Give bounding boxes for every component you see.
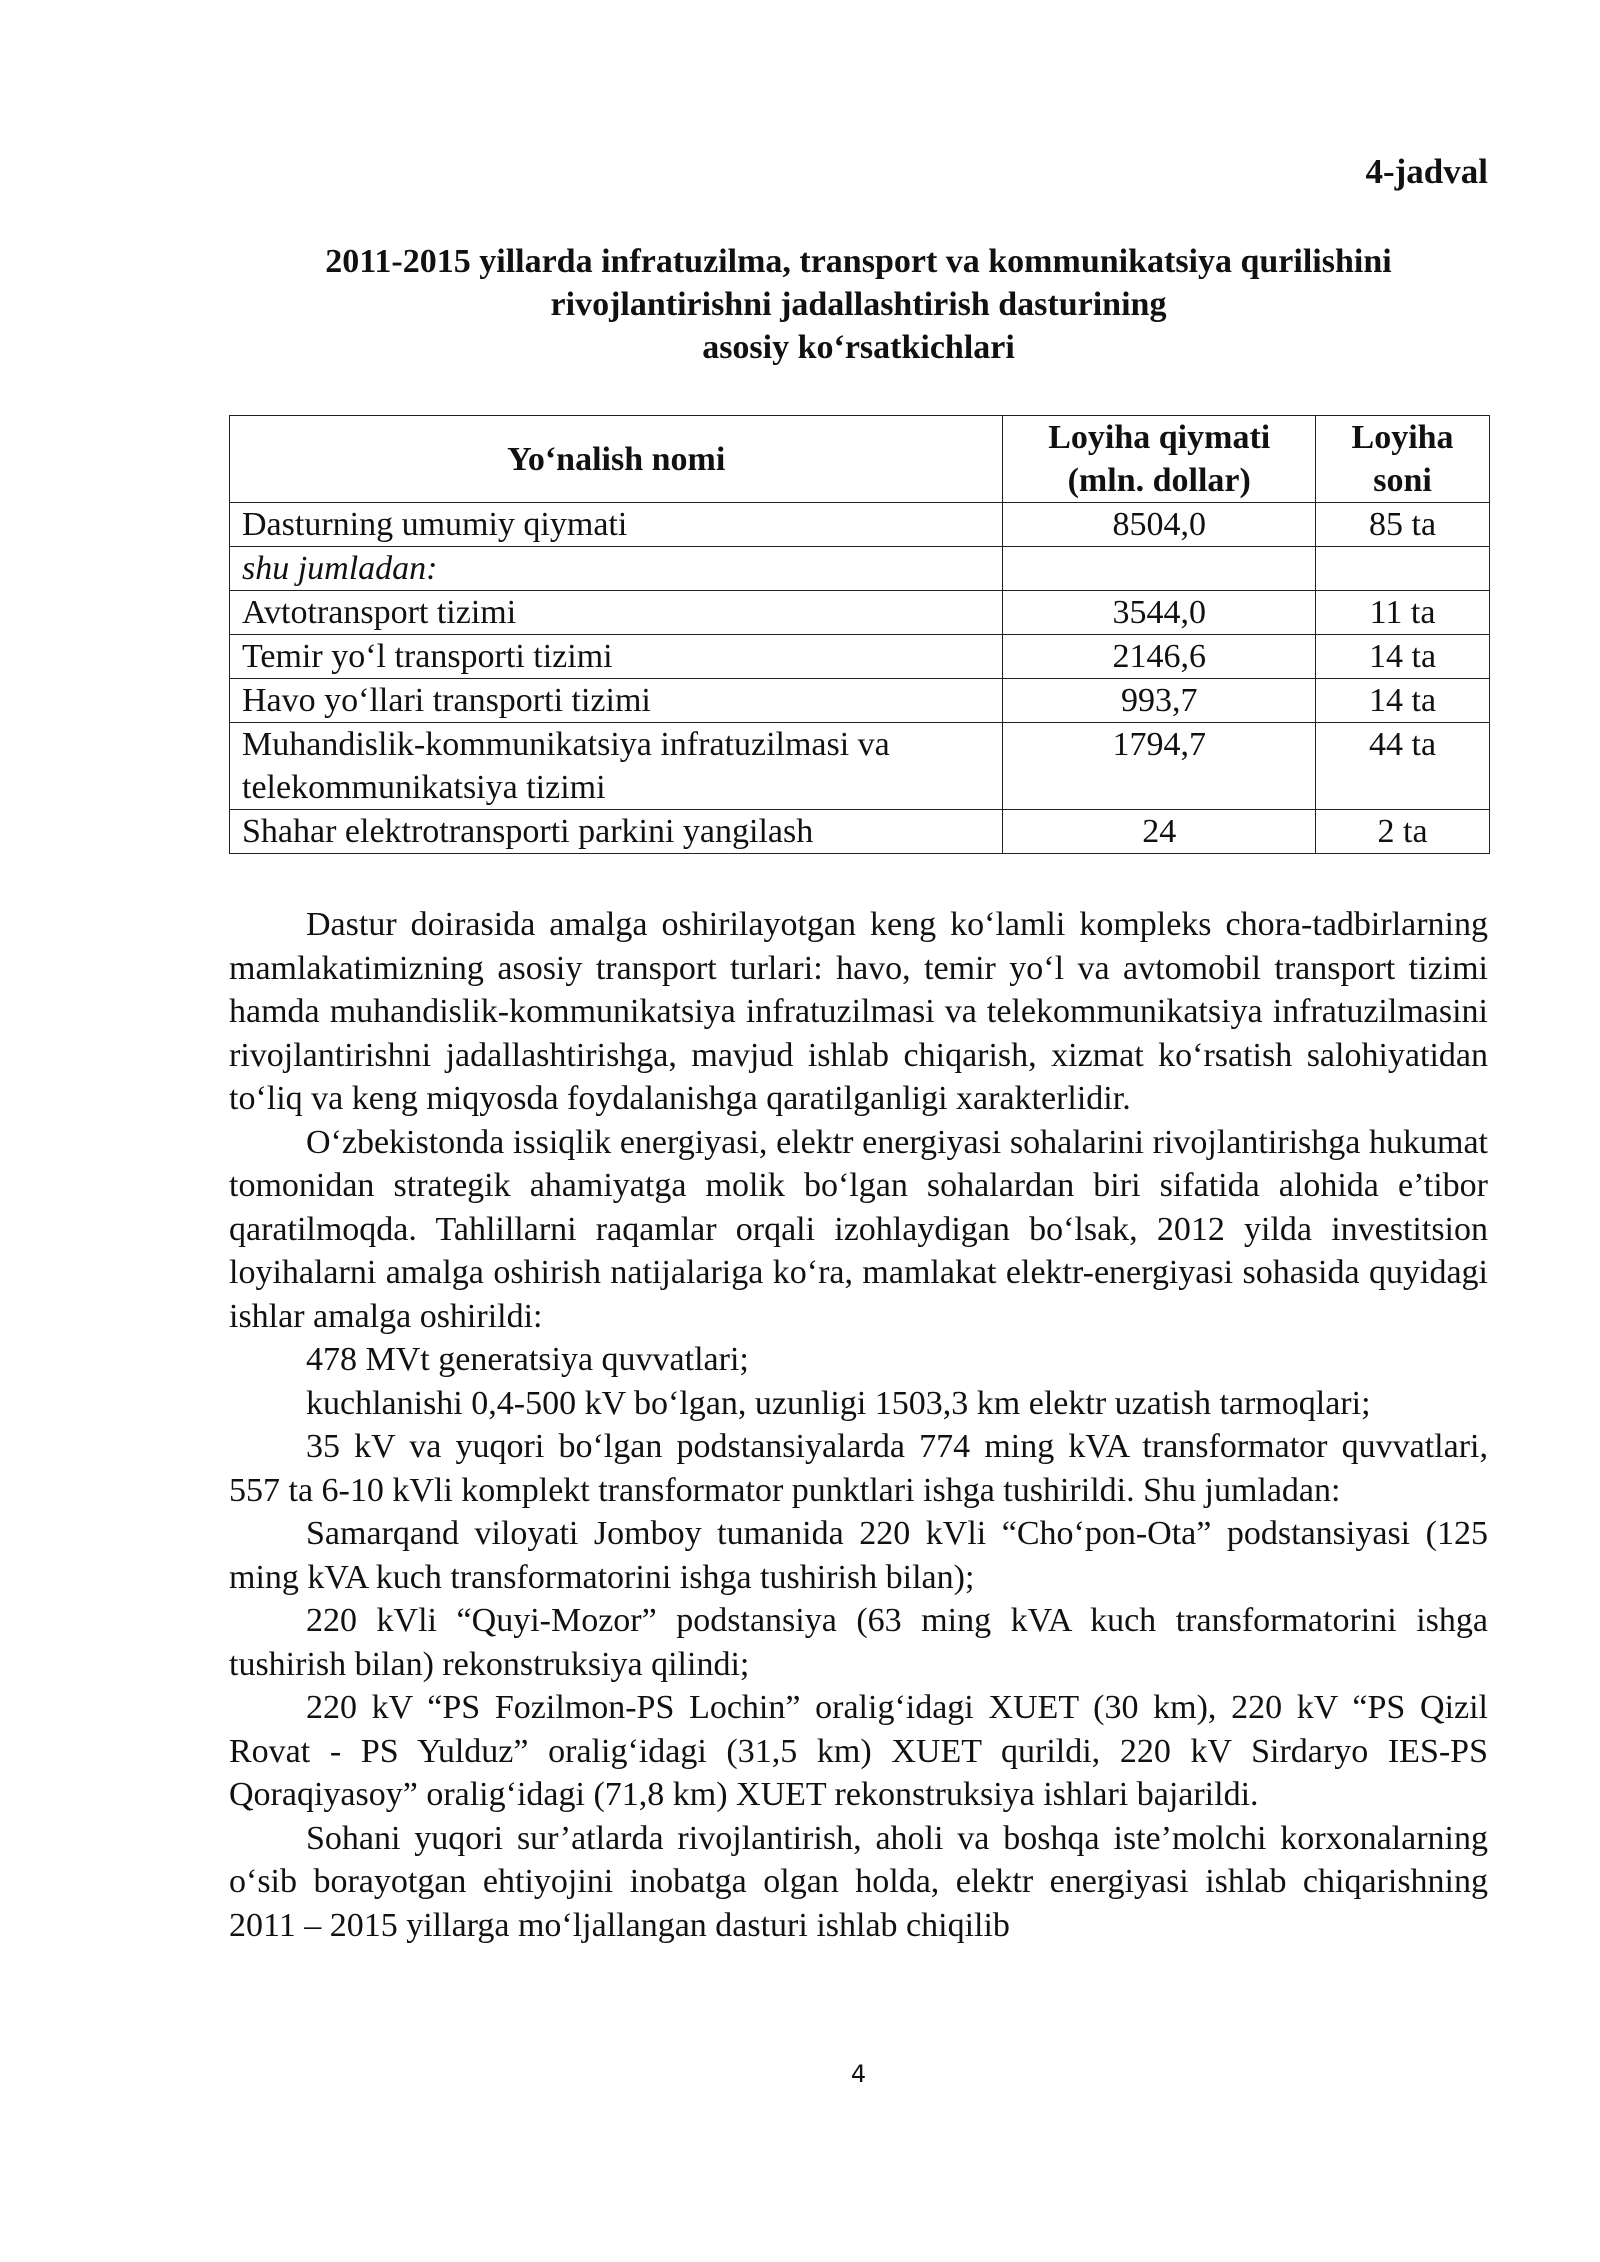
row-count: 14 ta [1316, 679, 1490, 723]
row-name: Shahar elektrotransporti parkini yangilash [230, 810, 1003, 854]
row-count [1316, 547, 1490, 591]
paragraph: kuchlanishi 0,4-500 kV bo‘lgan, uzunligi 1503,3 km elektr uzatish tarmoqlari; [306, 1384, 1371, 1422]
row-cost: 993,7 [1003, 679, 1316, 723]
row-count: 2 ta [1316, 810, 1490, 854]
paragraph: Samarqand viloyati Jomboy tumanida 220 kVli “Cho‘pon-Ota” podstansiyasi (125 ming kVA kuch transformatorini ishga tushirish bilan); [229, 1515, 1488, 1596]
indicators-table [229, 415, 1490, 854]
header-count: Loyiha soni [1316, 416, 1490, 503]
table-row [230, 547, 1490, 591]
table-row [230, 723, 1490, 810]
row-name: Temir yo‘l transporti tizimi [230, 635, 1003, 679]
row-cost: 3544,0 [1003, 591, 1316, 635]
row-count: 85 ta [1316, 503, 1490, 547]
row-count: 44 ta [1316, 723, 1490, 810]
row-name: shu jumladan: [230, 547, 1003, 591]
row-cost: 8504,0 [1003, 503, 1316, 547]
paragraph: Dastur doirasida amalga oshirilayotgan keng ko‘lamli kompleks chora-tadbirlarning mamlakatimizning asosiy transport turlari: havo, temir yo‘l va avtomobil transport tizimi hamda muhandislik-kommunikatsiya infratuzilmasi va telekommunikatsiya infratuzilmasini rivojlantirishni jadallashtirishga, mavjud ishlab chiqarish, xizmat ko‘rsatish salohiyatidan to‘liq va keng miqyosda foydalanishga qaratilganligi xarakterlidir. [229, 906, 1488, 1117]
row-cost [1003, 547, 1316, 591]
paragraph: O‘zbekistonda issiqlik energiyasi, elektr energiyasi sohalarini rivojlantirishga hukumat tomonidan strategik ahamiyatga molik bo‘lgan sohalardan biri sifatida alohida e’tibor qaratilmoqda. Tahlillarni raqamlar orqali izohlaydigan bo‘lsak, 2012 yilda investitsion loyihalarni amalga oshirish natijalariga ko‘ra, mamlakat elektr-energiyasi sohasida quyidagi ishlar amalga oshirildi: [229, 1123, 1488, 1335]
paragraph: Sohani yuqori sur’atlarda rivojlantirish, aholi va boshqa iste’molchi korxonalarning o‘sib borayotgan ehtiyojini inobatga olgan holda, elektr energiyasi ishlab chiqarishning 2011 – 2015 yillarga mo‘ljallangan dasturi ishlab chiqilib [229, 1819, 1488, 1944]
table-header-row [230, 416, 1490, 503]
row-cost: 1794,7 [1003, 723, 1316, 810]
table-title [229, 240, 1488, 369]
row-count: 11 ta [1316, 591, 1490, 635]
row-name: Dasturning umumiy qiymati [230, 503, 1003, 547]
title-line-2: rivojlantirishni jadallashtirish dasturining [550, 286, 1167, 323]
table-row [230, 503, 1490, 547]
row-name: Avtotransport tizimi [230, 591, 1003, 635]
paragraph: 220 kV “PS Fozilmon-PS Lochin” oralig‘idagi XUET (30 km), 220 kV “PS Qizil Rovat - PS Yulduz” oralig‘idagi (31,5 km) XUET qurildi, 220 kV Sirdaryo IES-PS Qoraqiyasoy” oralig‘idagi (71,8 km) XUET rekonstruksiya ishlari bajarildi. [229, 1689, 1488, 1813]
header-name: Yo‘nalish nomi [230, 416, 1003, 503]
paragraph: 220 kVli “Quyi-Mozor” podstansiya (63 ming kVA kuch transformatorini ishga tushirish bilan) rekonstruksiya qilindi; [229, 1602, 1488, 1683]
header-cost: Loyiha qiymati (mln. dollar) [1003, 416, 1316, 503]
body-text [229, 903, 1488, 1947]
table-number: 4-jadval [1365, 152, 1488, 191]
row-count: 14 ta [1316, 635, 1490, 679]
page-number: 4 [850, 2060, 867, 2088]
paragraph: 35 kV va yuqori bo‘lgan podstansiyalarda 774 ming kVA transformator quvvatlari, 557 ta 6-10 kVli komplekt transformator punktlari ishga tushirildi. Shu jumladan: [229, 1428, 1488, 1509]
paragraph: 478 MVt generatsiya quvvatlari; [306, 1341, 749, 1378]
table-row [230, 679, 1490, 723]
row-cost: 24 [1003, 810, 1316, 854]
table-row [230, 591, 1490, 635]
row-name: Muhandislik-kommunikatsiya infratuzilmasi va telekommunikatsiya tizimi [230, 723, 1003, 810]
row-name: Havo yo‘llari transporti tizimi [230, 679, 1003, 723]
title-line-3: asosiy ko‘rsatkichlari [702, 329, 1015, 366]
title-line-1: 2011-2015 yillarda infratuzilma, transport va kommunikatsiya qurilishini [325, 243, 1392, 280]
table-row [230, 810, 1490, 854]
row-cost: 2146,6 [1003, 635, 1316, 679]
table-row [230, 635, 1490, 679]
